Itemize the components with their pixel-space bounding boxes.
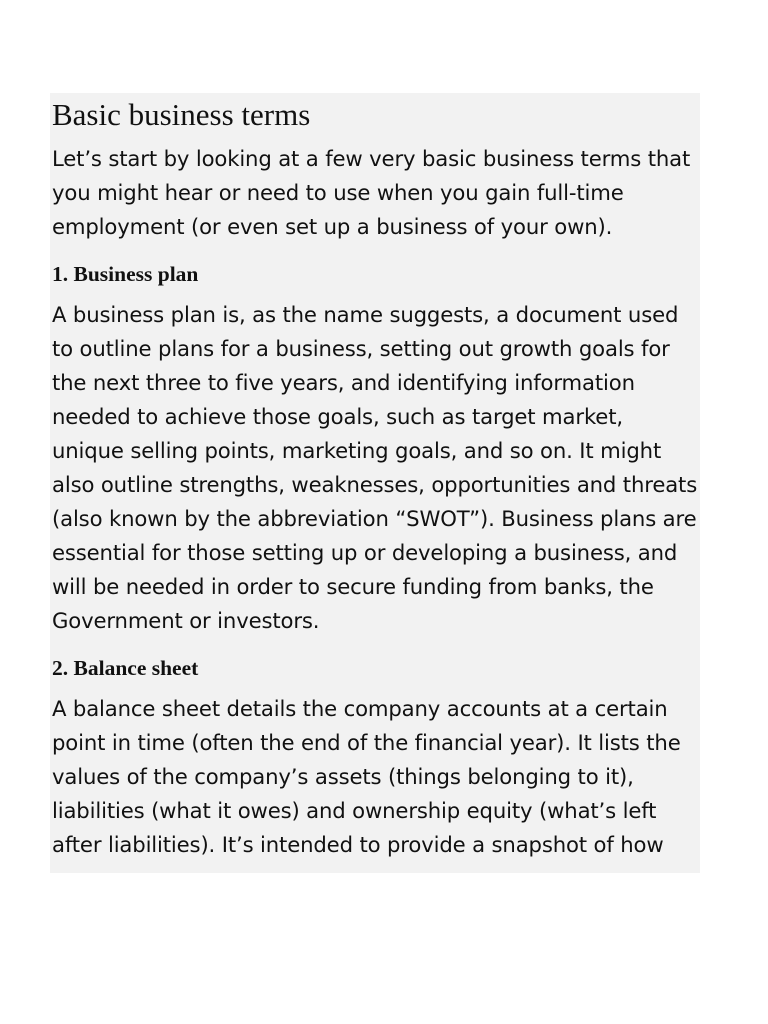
page-title: Basic business terms	[52, 97, 311, 132]
section-heading-business-plan: 1. Business plan	[52, 262, 199, 286]
intro-paragraph: Let’s start by looking at a few very basic business terms that you might hear or need to use when you gain full-time employment (or even set up a business of your own).	[52, 146, 691, 239]
section-body-business-plan: A business plan is, as the name suggests, a document used to outline plans for a business, setting out growth goals for the next three to five years, and identifying information needed to achieve those goals, such as target market, unique selling points, marketing goals, and so on. It might also outline strengths, weaknesses, opportunities and threats (also known by the abbreviation “SWOT”). Business plans are essential for those setting up or developing a business, and will be needed in order to secure funding from banks, the Government or investors.	[52, 302, 698, 633]
section-heading-balance-sheet: 2. Balance sheet	[52, 656, 199, 680]
document-content	[50, 93, 700, 873]
section-body-balance-sheet: A balance sheet details the company accounts at a certain point in time (often the end of the financial year). It lists the values of the company’s assets (things belonging to it), liabilities (what it owes) and ownership equity (what’s left after liabilities). It’s intended to provide a snapshot of how	[52, 696, 681, 857]
